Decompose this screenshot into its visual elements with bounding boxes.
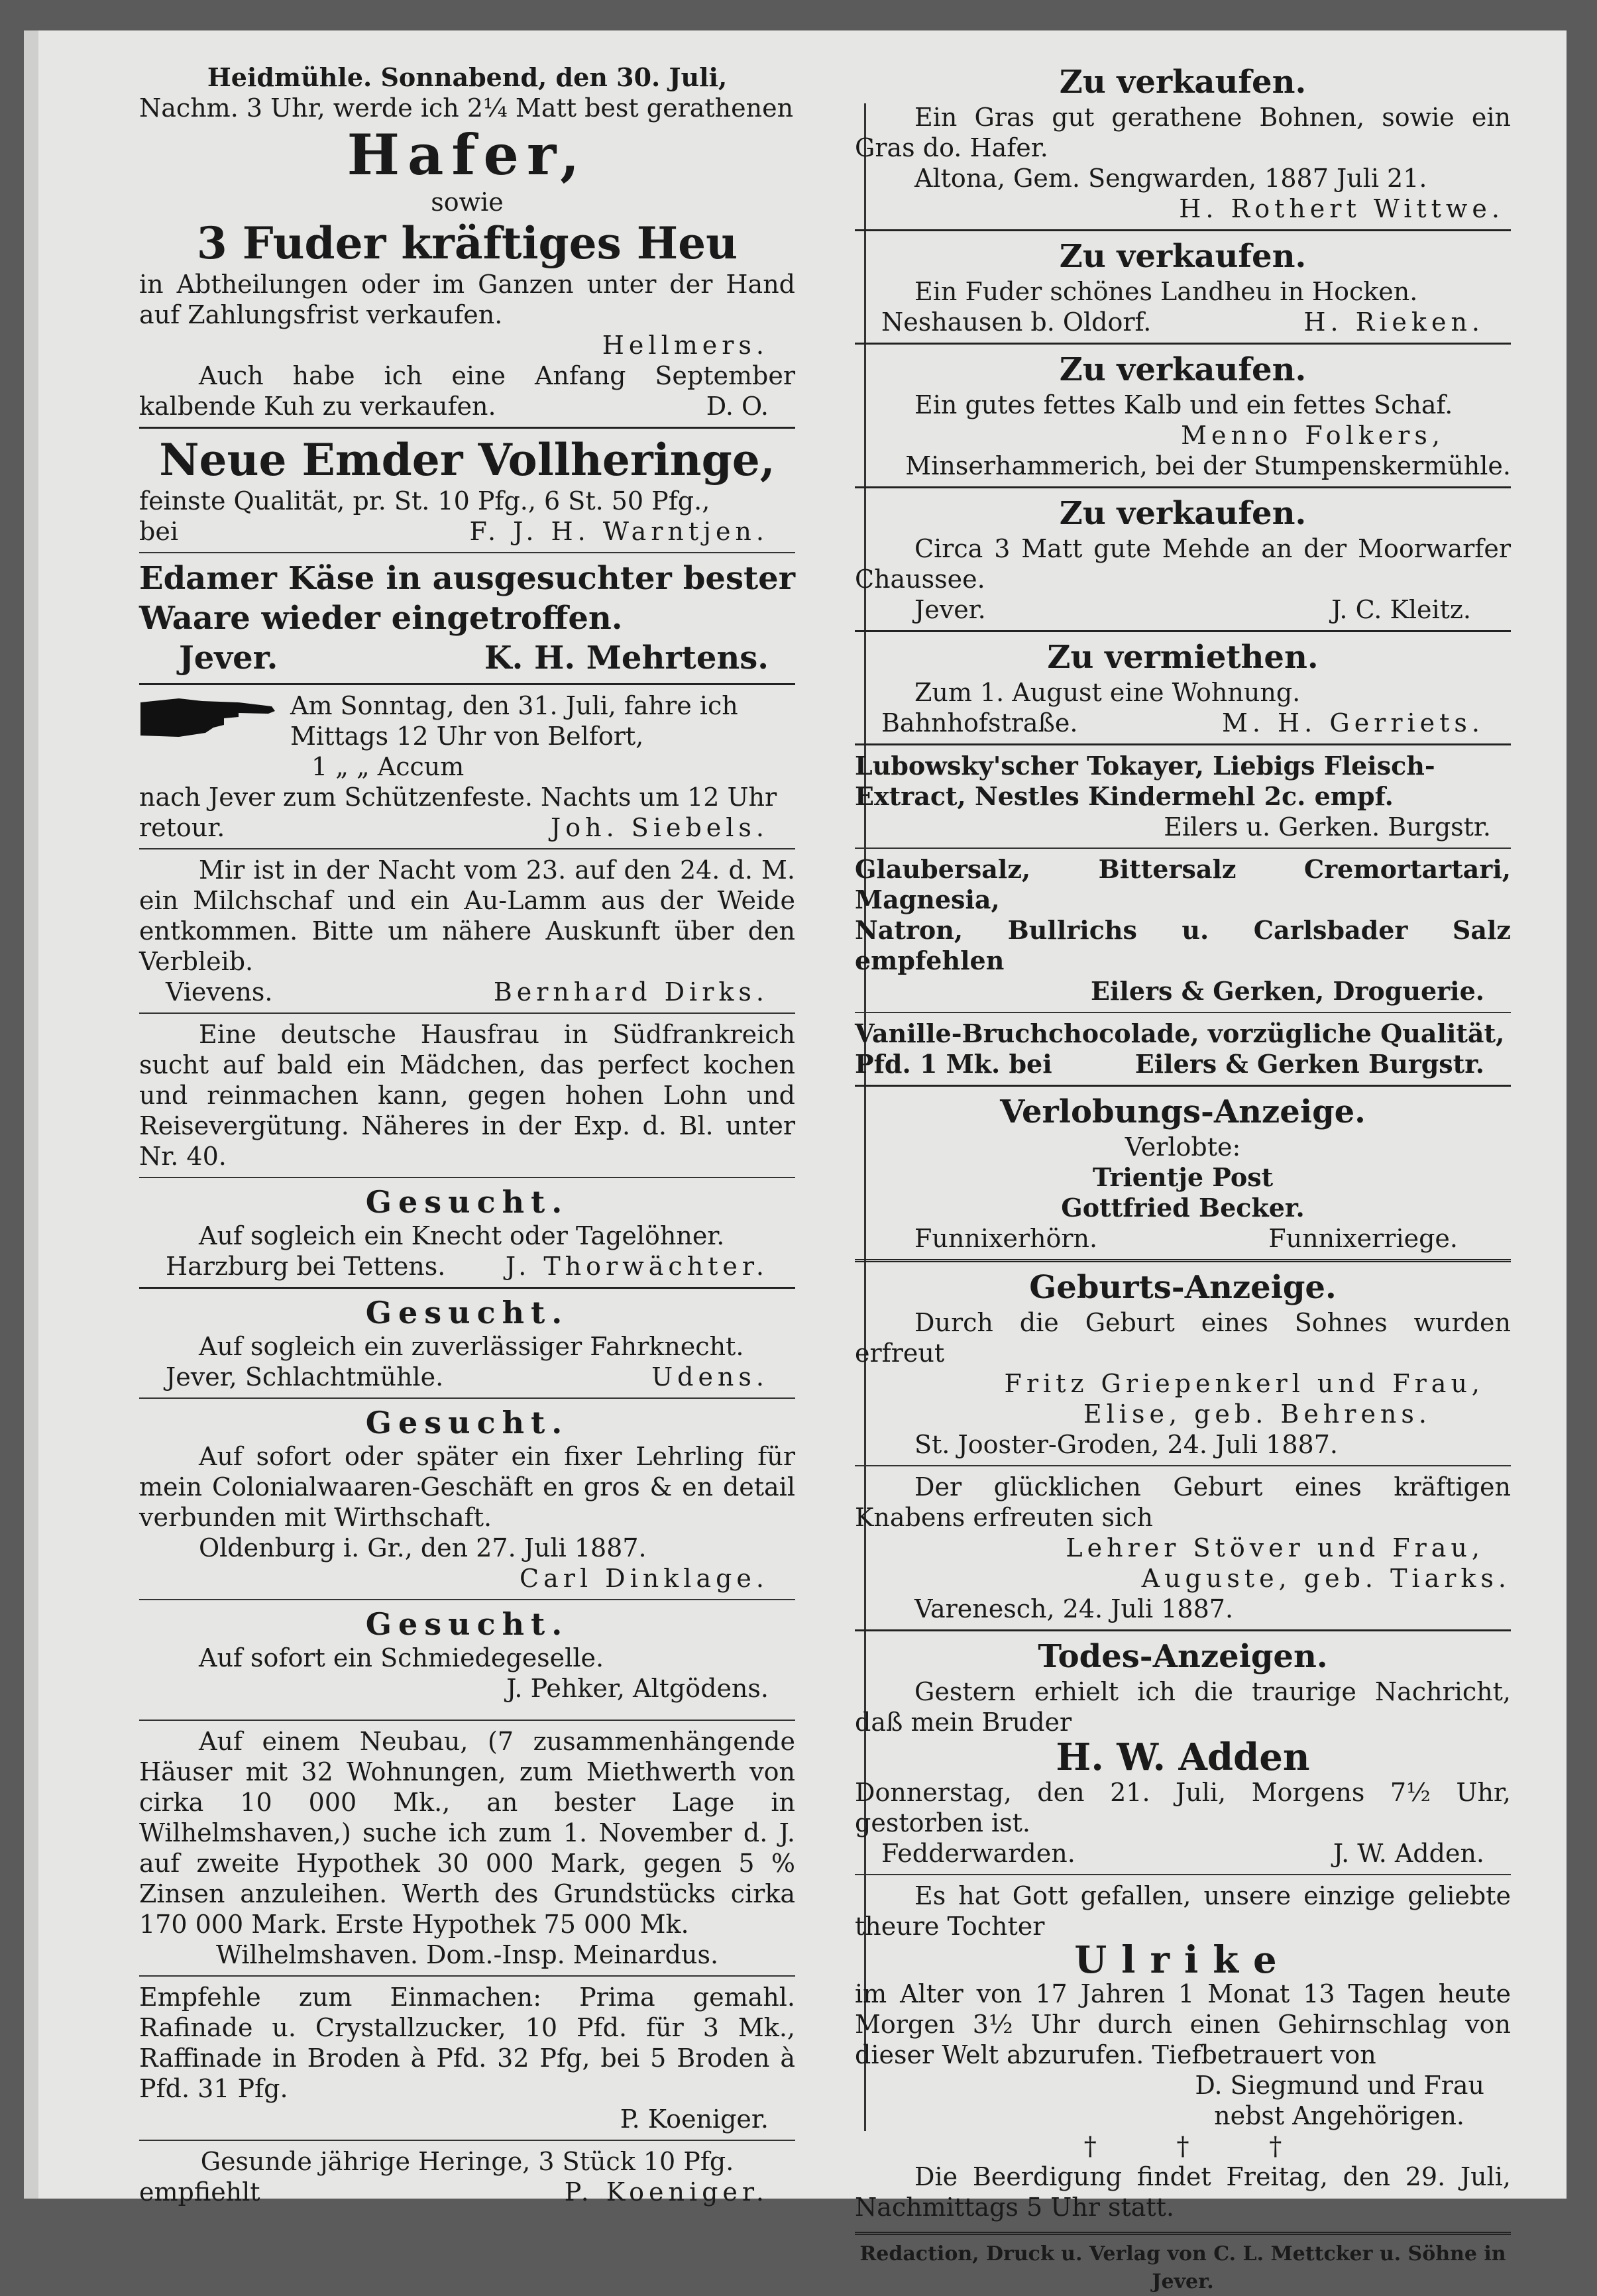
ad-signature: J. C. Kleitz.: [1331, 595, 1471, 624]
ad-signature: F. J. H. Warntjen.: [469, 517, 769, 546]
ad-body: im Alter von 17 Jahren 1 Monat 13 Tagen heute Morgen 3½ Uhr durch einen Gehirnschlag von dieser Welt abzurufen. Tiefbetrauert von: [855, 1979, 1511, 2069]
ad-verkaufen-bohnen: [855, 62, 1511, 224]
ad-heringe: [139, 2146, 795, 2207]
ad-signature: Hellmers.: [602, 331, 769, 360]
ad-body: Auf sofort oder später ein fixer Lehrling für mein Colonialwaaren-Geschäft en gros & en detail verbunden mit Wirthschaft.: [139, 1442, 795, 1532]
ad-date: Altona, Gem. Sengwarden, 1887 Juli 21.: [914, 164, 1427, 193]
ad-title: Zu verkaufen.: [1059, 495, 1307, 532]
ad-place: Bahnhofstraße.: [881, 708, 1078, 738]
ad-text: retour.: [139, 813, 225, 842]
ad-line: Mittags 12 Uhr von Belfort,: [290, 722, 644, 751]
ad-hausfrau: [139, 1019, 795, 1172]
separator: [139, 1975, 795, 1977]
ad-fahrt: [139, 690, 795, 843]
separator: [139, 427, 795, 429]
ad-signature: Joh. Siebels.: [551, 813, 769, 842]
ad-place: Funnixerriege.: [1268, 1224, 1458, 1253]
ad-place: Neshausen b. Oldorf.: [881, 307, 1152, 337]
ad-text: bei: [139, 517, 178, 546]
ad-body: Empfehle zum Einmachen: Prima gemahl. Rafinade u. Crystallzucker, 10 Pfd. für 3 Mk., Raffinade in Broden à Pfd. 32 Pfg, bei 5 Broden à Pfd. 31 Pfg.: [139, 1983, 795, 2103]
ad-vermiethen: [855, 637, 1511, 738]
separator: [855, 630, 1511, 632]
ad-verlobung: [855, 1092, 1511, 1254]
ad-footer: [139, 2177, 795, 2207]
ad-body: Die Beerdigung findet Freitag, den 29. Juli, Nachmittags 5 Uhr statt.: [855, 2162, 1511, 2222]
separator: [855, 1629, 1511, 1631]
ad-date: Oldenburg i. Gr., den 27. Juli 1887.: [199, 1533, 647, 1562]
separator: [139, 1287, 795, 1289]
ad-date: St. Jooster-Groden, 24. Juli 1887.: [914, 1430, 1338, 1459]
ad-line: Extract, Nestles Kindermehl 2c. empf.: [855, 781, 1394, 811]
right-column: [855, 62, 1511, 2296]
ad-footer: [139, 812, 795, 843]
ad-body: feinste Qualität, pr. St. 10 Pfg., 6 St. 50 Pfg.,: [139, 486, 710, 516]
separator: [139, 848, 795, 849]
ad-signature: Eilers u. Gerken. Burgstr.: [1164, 812, 1491, 842]
ad-signature: nebst Angehörigen.: [1214, 2101, 1464, 2130]
ad-line: Heidmühle. Sonnabend, den 30. Juli,: [207, 62, 728, 92]
ad-geburt-2: [855, 1472, 1511, 1624]
ad-title: Zu vermiethen.: [1047, 639, 1319, 676]
ad-line: Glaubersalz, Bittersalz Cremortartari, Magnesia,: [855, 854, 1511, 914]
ad-body: Ein Gras gut gerathene Bohnen, sowie ein Gras do. Hafer.: [855, 103, 1511, 162]
ad-body: in Abtheilungen oder im Ganzen unter der Hand auf Zahlungsfrist verkaufen.: [139, 270, 795, 329]
ad-title: Edamer Käse in ausgesuchter bester Waare wieder eingetroffen.: [139, 560, 795, 637]
separator: [139, 2140, 795, 2141]
ad-body: Eine deutsche Hausfrau in Südfrankreich sucht auf bald ein Mädchen, das perfect kochen und reinmachen kann, gegen hohen Lohn und Reisevergütung. Näheres in der Exp. d. Bl. unter Nr. 40.: [139, 1020, 795, 1171]
separator: [855, 229, 1511, 231]
ad-title: Geburts-Anzeige.: [1029, 1269, 1337, 1306]
ad-line: sowie: [431, 188, 504, 217]
separator: [139, 1397, 795, 1399]
ad-footer: [855, 1049, 1511, 1079]
ad-footer: [855, 1223, 1511, 1254]
ad-body: Mir ist in der Nacht vom 23. auf den 24. d. M. ein Milchschaf und ein Au-Lamm aus der Weide entkommen. Bitte um nähere Auskunft über den Verbleib.: [139, 855, 795, 976]
ad-body: Auf sogleich ein zuverlässiger Fahrknecht.: [199, 1332, 744, 1361]
ad-date: Varenesch, 24. Juli 1887.: [914, 1594, 1234, 1623]
ad-footer: [855, 594, 1511, 625]
ad-footer: [139, 1251, 795, 1282]
ad-name: Ulrike: [1074, 1938, 1292, 1982]
ad-vollheringe: [139, 434, 795, 547]
ad-line: Vanille-Bruchchocolade, vorzügliche Qualität,: [855, 1018, 1505, 1048]
separator: [855, 486, 1511, 488]
ad-place: Jever, Schlachtmühle.: [166, 1362, 444, 1392]
ad-body: Circa 3 Matt gute Mehde an der Moorwarfer Chaussee.: [855, 534, 1511, 594]
ad-gesucht-lehrling: [139, 1404, 795, 1594]
ad-name: Gottfried Becker.: [1061, 1193, 1305, 1223]
ad-title: Zu verkaufen.: [1059, 351, 1307, 388]
separator: [139, 1012, 795, 1014]
ad-signature: P. Koeniger.: [564, 2177, 769, 2207]
ad-body: Es hat Gott gefallen, unsere einzige geliebte theure Tochter: [855, 1881, 1511, 1941]
ad-signature: Udens.: [651, 1362, 769, 1392]
ad-signature: M. H. Gerriets.: [1221, 708, 1484, 738]
ad-place: Jever.: [179, 639, 278, 677]
ad-zucker: [139, 1982, 795, 2134]
ad-milchschaf: [139, 855, 795, 1007]
separator: [855, 847, 1511, 849]
ad-geburt-1: [855, 1268, 1511, 1460]
ad-body: Auf einem Neubau, (7 zusammenhängende Häuser mit 32 Wohnungen, zum Miethwerth von cirka 10 000 Mk., an bester Lage in Wilhelmshaven,) suche ich zum 1. November d. J. auf zweite Hypothek 30 000 Mark, gegen 5 % Zinsen anzuleihen. Werth des Grundstücks cirka 170 000 Mark. Erste Hypothek 75 000 Mk.: [139, 1727, 795, 1939]
ad-title: Hafer,: [347, 122, 588, 188]
ad-signature: J. Pehker, Altgödens.: [506, 1674, 769, 1703]
separator: [855, 1465, 1511, 1466]
ad-footer: [855, 307, 1511, 337]
ad-title: Zu verkaufen.: [1059, 64, 1307, 101]
imprint: Redaction, Druck u. Verlag von C. L. Mettcker u. Söhne in Jever.: [859, 2242, 1506, 2293]
ad-signature: Eilers & Gerken, Droguerie.: [1091, 976, 1484, 1006]
separator: [855, 1085, 1511, 1087]
ad-body: Donnerstag, den 21. Juli, Morgens 7½ Uhr, gestorben ist.: [855, 1778, 1511, 1837]
ad-text: empfiehlt: [139, 2177, 260, 2207]
ad-gesucht-knecht: [139, 1183, 795, 1282]
ad-body: Auf sofort ein Schmiedegeselle.: [199, 1643, 604, 1672]
ad-hafer: [139, 62, 795, 421]
pointing-hand-icon: [139, 693, 278, 739]
ad-place: Fedderwarden.: [881, 1839, 1075, 1868]
ad-signature: Menno Folkers,: [1181, 421, 1445, 450]
page-edge: [24, 30, 40, 2199]
ad-name: Elise, geb. Behrens.: [1083, 1399, 1431, 1429]
ad-name: Auguste, geb. Tiarks.: [1141, 1564, 1511, 1593]
ad-line: Am Sonntag, den 31. Juli, fahre ich: [290, 691, 738, 720]
ad-glaubersalz: [855, 854, 1511, 1007]
ad-signature: D. Siegmund und Frau: [1195, 2071, 1484, 2100]
left-column: [139, 62, 795, 2207]
ad-title: 3 Fuder kräftiges Heu: [196, 217, 738, 269]
ad-title: Neue Emder Vollheringe,: [159, 434, 775, 486]
ad-verkaufen-kalb: [855, 350, 1511, 481]
ad-body: Durch die Geburt eines Sohnes wurden erfreut: [855, 1308, 1511, 1368]
ad-body: Auf sogleich ein Knecht oder Tagelöhner.: [199, 1221, 725, 1250]
ad-verkaufen-mehde: [855, 494, 1511, 625]
ad-signature: Eilers & Gerken Burgstr.: [1134, 1049, 1484, 1079]
ad-title: Zu verkaufen.: [1059, 238, 1307, 275]
ad-footer: [855, 708, 1511, 738]
ad-body: Auch habe ich eine Anfang September kalbende Kuh zu verkaufen.: [139, 361, 795, 421]
ad-signature: Carl Dinklage.: [520, 1564, 769, 1593]
ad-title: Gesucht.: [365, 1295, 569, 1331]
ad-body: Zum 1. August eine Wohnung.: [914, 678, 1301, 707]
ad-signature: P. Koeniger.: [620, 2105, 769, 2134]
ad-name: Trientje Post: [1092, 1162, 1274, 1192]
ad-signature: D. O.: [706, 392, 769, 421]
ad-signature: Wilhelmshaven. Dom.-Insp. Meinardus.: [215, 1940, 719, 1969]
separator: [855, 1259, 1511, 1262]
ad-body: Der glücklichen Geburt eines kräftigen Knabens erfreuten sich: [855, 1472, 1511, 1532]
ad-body: Ein Fuder schönes Landheu in Hocken.: [914, 277, 1418, 306]
ad-verkaufen-landheu: [855, 237, 1511, 337]
separator: [139, 1720, 795, 1721]
ad-signature: H. Rothert Wittwe.: [1179, 194, 1504, 223]
ad-signature: K. H. Mehrtens.: [484, 639, 769, 677]
separator: [855, 743, 1511, 745]
separator: [855, 1012, 1511, 1013]
ad-name: Lehrer Stöver und Frau,: [1066, 1533, 1484, 1562]
ad-footer: [139, 977, 795, 1007]
ad-line: Gesunde jährige Heringe, 3 Stück 10 Pfg.: [200, 2147, 734, 2176]
separator: [139, 1599, 795, 1600]
ad-place: Harzburg bei Tettens.: [166, 1252, 446, 1281]
separator: [139, 552, 795, 553]
ad-subtitle: Verlobte:: [1125, 1132, 1241, 1162]
ad-footer: [139, 1362, 795, 1392]
ad-footer: [855, 1838, 1511, 1869]
ad-place: Funnixerhörn.: [914, 1224, 1098, 1253]
ad-footer: [139, 638, 795, 678]
separator: [855, 2232, 1511, 2235]
ad-body: Gestern erhielt ich die traurige Nachricht, daß mein Bruder: [855, 1677, 1511, 1737]
ad-line: Nachm. 3 Uhr, werde ich 2¼ Matt best gerathenen: [139, 93, 794, 123]
ad-text: Pfd. 1 Mk. bei: [855, 1049, 1052, 1079]
ad-line: nach Jever zum Schützenfeste. Nachts um 12 Uhr: [139, 783, 777, 812]
ad-gesucht-fahrknecht: [139, 1294, 795, 1392]
ad-name: Fritz Griepenkerl und Frau,: [1004, 1369, 1484, 1398]
ad-line: Lubowsky'scher Tokayer, Liebigs Fleisch-: [855, 751, 1435, 781]
ad-place: Jever.: [914, 595, 986, 624]
ad-chocolade: [855, 1018, 1511, 1079]
ad-signature: J. Thorwächter.: [505, 1252, 769, 1281]
ad-gesucht-schmied: [139, 1606, 795, 1704]
separator: [139, 683, 795, 685]
ad-name: H. W. Adden: [1056, 1735, 1310, 1779]
ad-title: Todes-Anzeigen.: [1038, 1638, 1328, 1675]
ad-line: Natron, Bullrichs u. Carlsbader Salz empfehlen: [855, 915, 1511, 975]
ad-signature: Minserhammerich, bei der Stumpenskermühle.: [905, 451, 1511, 480]
ad-place: Vievens.: [166, 977, 273, 1007]
separator: [855, 1874, 1511, 1875]
ad-title: Gesucht.: [365, 1606, 569, 1642]
ad-title: Gesucht.: [365, 1405, 569, 1441]
ad-body: Ein gutes fettes Kalb und ein fettes Schaf.: [914, 390, 1453, 419]
ad-signature: H. Rieken.: [1303, 307, 1484, 337]
ad-line: 1 „ „ Accum: [311, 752, 465, 781]
ad-title: Gesucht.: [365, 1184, 569, 1220]
ad-signature: Bernhard Dirks.: [493, 977, 769, 1007]
ad-hypothek: [139, 1726, 795, 1970]
ad-todes-adden: [855, 1637, 1511, 1869]
ad-footer: [139, 516, 795, 547]
ad-title: Verlobungs-Anzeige.: [1000, 1093, 1366, 1130]
ad-signature: J. W. Adden.: [1333, 1839, 1484, 1868]
separator: [855, 343, 1511, 345]
ad-edamer: [139, 559, 795, 678]
cross-icons: † † †: [1083, 2132, 1282, 2161]
ad-todes-ulrike: [855, 1881, 1511, 2222]
separator: [139, 1177, 795, 1178]
ad-tokayer: [855, 751, 1511, 842]
